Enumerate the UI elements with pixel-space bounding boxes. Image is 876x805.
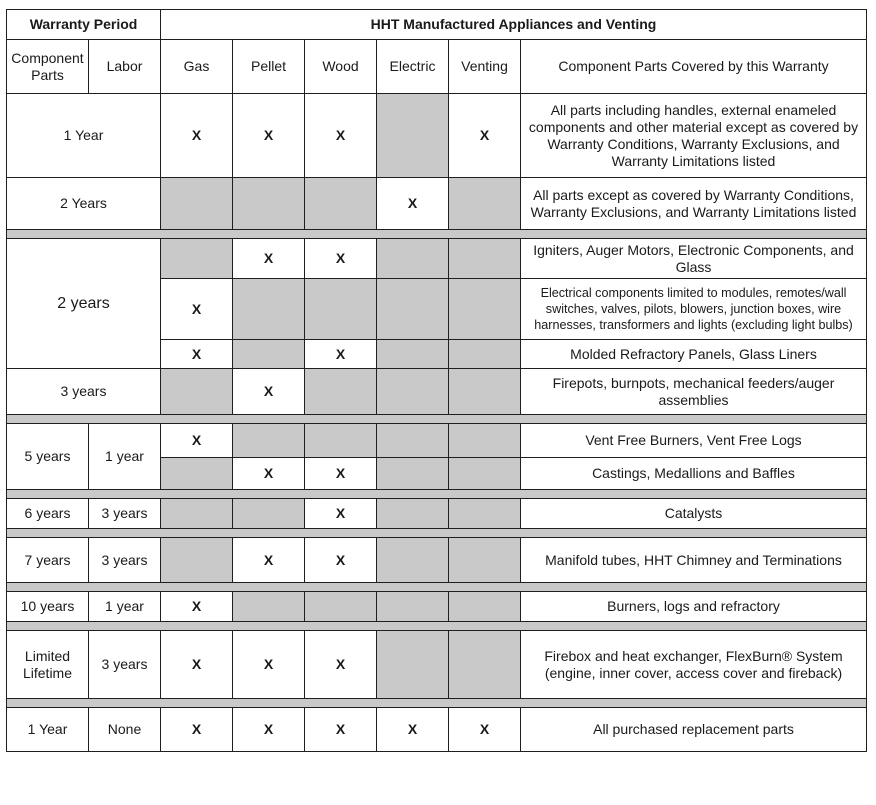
empty-cell xyxy=(161,369,233,415)
empty-cell xyxy=(377,340,449,369)
table-row xyxy=(7,499,867,529)
empty-cell xyxy=(449,178,521,230)
empty-cell xyxy=(233,340,305,369)
table-row xyxy=(7,239,867,279)
empty-cell xyxy=(377,631,449,699)
empty-cell xyxy=(233,592,305,622)
electric-header: Electric xyxy=(377,40,449,94)
separator-row xyxy=(7,699,867,708)
empty-cell xyxy=(233,499,305,529)
table-row xyxy=(7,592,867,622)
description-cell: Manifold tubes, HHT Chimney and Terminations xyxy=(521,538,867,583)
empty-cell xyxy=(233,178,305,230)
empty-cell xyxy=(449,340,521,369)
pellet-mark: X xyxy=(233,239,305,279)
column-header-row xyxy=(7,40,867,94)
gas-header: Gas xyxy=(161,40,233,94)
empty-cell xyxy=(449,538,521,583)
description-cell: All parts including handles, external enameled components and other material except as covered by Warranty Conditions, Warranty Exclusions, and Warranty Limitations listed xyxy=(521,94,867,178)
labor-cell: None xyxy=(89,708,161,752)
empty-cell xyxy=(305,424,377,458)
empty-cell xyxy=(449,499,521,529)
description-cell: Firepots, burnpots, mechanical feeders/auger assemblies xyxy=(521,369,867,415)
separator-row xyxy=(7,490,867,499)
gas-mark: X xyxy=(161,708,233,752)
header-row xyxy=(7,10,867,40)
empty-cell xyxy=(161,239,233,279)
period-cell: 6 years xyxy=(7,499,89,529)
description-cell: Firebox and heat exchanger, FlexBurn® System (engine, inner cover, access cover and fireback) xyxy=(521,631,867,699)
pellet-mark: X xyxy=(233,94,305,178)
labor-cell: 1 year xyxy=(89,592,161,622)
empty-cell xyxy=(377,538,449,583)
gas-mark: X xyxy=(161,592,233,622)
wood-mark: X xyxy=(305,340,377,369)
empty-cell xyxy=(161,538,233,583)
period-cell: 10 years xyxy=(7,592,89,622)
empty-cell xyxy=(305,369,377,415)
pellet-mark: X xyxy=(233,708,305,752)
period-cell: 2 Years xyxy=(7,178,161,230)
pellet-mark: X xyxy=(233,369,305,415)
pellet-mark: X xyxy=(233,458,305,490)
empty-cell xyxy=(449,424,521,458)
pellet-header: Pellet xyxy=(233,40,305,94)
period-cell: Limited Lifetime xyxy=(7,631,89,699)
empty-cell xyxy=(161,499,233,529)
empty-cell xyxy=(377,458,449,490)
separator-row xyxy=(7,529,867,538)
empty-cell xyxy=(161,178,233,230)
labor-cell: 3 years xyxy=(89,499,161,529)
table-row xyxy=(7,538,867,583)
pellet-mark: X xyxy=(233,538,305,583)
description-cell: Vent Free Burners, Vent Free Logs xyxy=(521,424,867,458)
empty-cell xyxy=(449,592,521,622)
electric-mark: X xyxy=(377,708,449,752)
table-row xyxy=(7,178,867,230)
description-cell: Molded Refractory Panels, Glass Liners xyxy=(521,340,867,369)
separator-row xyxy=(7,622,867,631)
separator-row xyxy=(7,583,867,592)
period-cell: 1 Year xyxy=(7,94,161,178)
warranty-table xyxy=(6,9,867,752)
period-cell: 5 years xyxy=(7,424,89,490)
venting-mark: X xyxy=(449,94,521,178)
wood-mark: X xyxy=(305,708,377,752)
empty-cell xyxy=(449,279,521,340)
separator-row xyxy=(7,415,867,424)
wood-mark: X xyxy=(305,239,377,279)
empty-cell xyxy=(305,178,377,230)
empty-cell xyxy=(377,424,449,458)
empty-cell xyxy=(449,458,521,490)
period-cell: 7 years xyxy=(7,538,89,583)
gas-mark: X xyxy=(161,424,233,458)
table-row xyxy=(7,424,867,458)
description-cell: Burners, logs and refractory xyxy=(521,592,867,622)
labor-cell: 1 year xyxy=(89,424,161,490)
appliances-header: HHT Manufactured Appliances and Venting xyxy=(161,10,867,40)
electric-mark: X xyxy=(377,178,449,230)
description-cell: All purchased replacement parts xyxy=(521,708,867,752)
wood-mark: X xyxy=(305,94,377,178)
pellet-mark: X xyxy=(233,631,305,699)
warranty-period-header: Warranty Period xyxy=(7,10,161,40)
empty-cell xyxy=(449,239,521,279)
wood-header: Wood xyxy=(305,40,377,94)
wood-mark: X xyxy=(305,499,377,529)
empty-cell xyxy=(233,424,305,458)
labor-cell: 3 years xyxy=(89,538,161,583)
empty-cell xyxy=(161,458,233,490)
component-parts-header: Component Parts xyxy=(7,40,89,94)
empty-cell xyxy=(377,369,449,415)
description-cell: Castings, Medallions and Baffles xyxy=(521,458,867,490)
wood-mark: X xyxy=(305,538,377,583)
description-cell: Catalysts xyxy=(521,499,867,529)
empty-cell xyxy=(233,279,305,340)
table-row xyxy=(7,94,867,178)
description-cell: Electrical components limited to modules, remotes/wall switches, valves, pilots, blowers, junction boxes, wire harnesses, transformers and lights (excluding light bulbs) xyxy=(521,279,867,340)
description-cell: All parts except as covered by Warranty Conditions, Warranty Exclusions, and Warranty Limitations listed xyxy=(521,178,867,230)
wood-mark: X xyxy=(305,458,377,490)
empty-cell xyxy=(377,94,449,178)
wood-mark: X xyxy=(305,631,377,699)
empty-cell xyxy=(305,592,377,622)
venting-header: Venting xyxy=(449,40,521,94)
period-cell: 3 years xyxy=(7,369,161,415)
description-cell: Igniters, Auger Motors, Electronic Components, and Glass xyxy=(521,239,867,279)
gas-mark: X xyxy=(161,279,233,340)
gas-mark: X xyxy=(161,94,233,178)
period-cell: 2 years xyxy=(7,239,161,369)
gas-mark: X xyxy=(161,631,233,699)
empty-cell xyxy=(449,369,521,415)
empty-cell xyxy=(377,239,449,279)
empty-cell xyxy=(377,499,449,529)
covered-parts-header: Component Parts Covered by this Warranty xyxy=(521,40,867,94)
labor-cell: 3 years xyxy=(89,631,161,699)
venting-mark: X xyxy=(449,708,521,752)
period-cell: 1 Year xyxy=(7,708,89,752)
empty-cell xyxy=(449,631,521,699)
table-row xyxy=(7,369,867,415)
labor-header: Labor xyxy=(89,40,161,94)
separator-row xyxy=(7,230,867,239)
empty-cell xyxy=(377,279,449,340)
table-row xyxy=(7,631,867,699)
table-row xyxy=(7,708,867,752)
empty-cell xyxy=(377,592,449,622)
gas-mark: X xyxy=(161,340,233,369)
empty-cell xyxy=(305,279,377,340)
